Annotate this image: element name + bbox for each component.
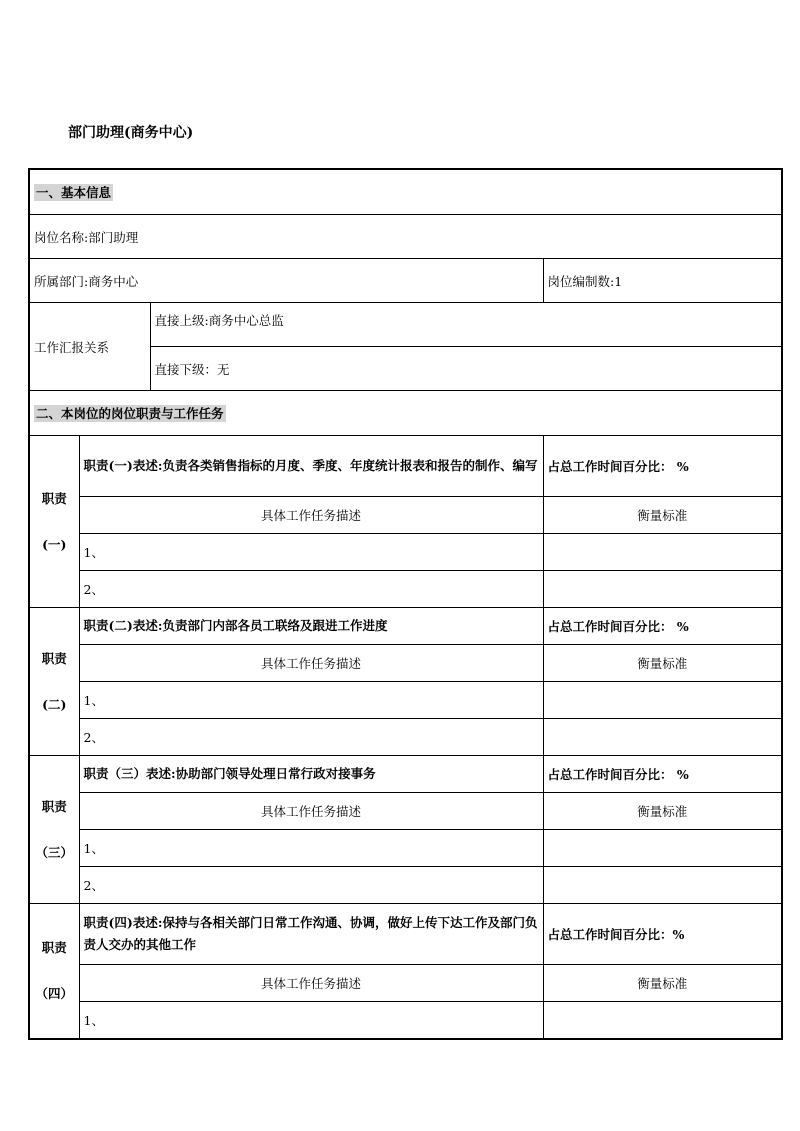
duty-4-description: 职责(四)表述:保持与各相关部门日常工作沟通、协调，做好上传下达工作及部门负责人交办的其他工作	[79, 904, 543, 965]
duty-1-item-2-standard	[543, 571, 782, 608]
duty-4-item-1-standard	[543, 1002, 782, 1039]
duty-2-item-2: 2、	[79, 719, 543, 756]
duty-1-task-header: 具体工作任务描述	[79, 497, 543, 534]
duty-1-label: 职责 (一)	[29, 436, 79, 608]
superior-cell: 直接上级:商务中心总监	[150, 303, 782, 347]
duty-1-item-1-standard	[543, 534, 782, 571]
report-relation-label: 工作汇报关系	[29, 303, 150, 391]
job-description-table	[28, 168, 783, 1040]
section-duties-header: 二、本岗位的岗位职责与工作任务	[29, 391, 782, 436]
duty-2-description: 职责(二)表述:负责部门内部各员工联络及跟进工作进度	[79, 608, 543, 645]
duty-3-item-2: 2、	[79, 867, 543, 904]
duty-1-item-1: 1、	[79, 534, 543, 571]
duty-3-ratio: 占总工作时间百分比： %	[543, 756, 782, 793]
duty-3-standard-header: 衡量标准	[543, 793, 782, 830]
duty-2-task-header: 具体工作任务描述	[79, 645, 543, 682]
section-basic-info-header: 一、基本信息	[29, 169, 782, 215]
duty-2-item-2-standard	[543, 719, 782, 756]
duty-1-standard-header: 衡量标准	[543, 497, 782, 534]
duty-1-ratio: 占总工作时间百分比： %	[543, 436, 782, 497]
duty-3-label: 职责 （三）	[29, 756, 79, 904]
duty-1-description: 职责(一)表述:负责各类销售指标的月度、季度、年度统计报表和报告的制作、编写	[79, 436, 543, 497]
duty-2-label: 职责 (二)	[29, 608, 79, 756]
duty-3-description: 职责（三）表述:协助部门领导处理日常行政对接事务	[79, 756, 543, 793]
duty-3-item-1-standard	[543, 830, 782, 867]
duty-2-ratio: 占总工作时间百分比： %	[543, 608, 782, 645]
duty-4-ratio: 占总工作时间百分比：%	[543, 904, 782, 965]
duty-4-task-header: 具体工作任务描述	[79, 965, 543, 1002]
page-title: 部门助理(商务中心)	[68, 125, 194, 141]
duty-3-task-header: 具体工作任务描述	[79, 793, 543, 830]
duty-4-standard-header: 衡量标准	[543, 965, 782, 1002]
duty-4-item-1: 1、	[79, 1002, 543, 1039]
subordinate-cell: 直接下级：无	[150, 347, 782, 391]
duty-3-item-1: 1、	[79, 830, 543, 867]
duty-2-item-1: 1、	[79, 682, 543, 719]
duty-4-label: 职责 （四）	[29, 904, 79, 1039]
duty-1-item-2: 2、	[79, 571, 543, 608]
department-cell: 所属部门:商务中心	[29, 259, 543, 303]
duty-3-item-2-standard	[543, 867, 782, 904]
duty-2-standard-header: 衡量标准	[543, 645, 782, 682]
headcount-cell: 岗位编制数:1	[543, 259, 782, 303]
position-name-cell: 岗位名称:部门助理	[29, 215, 782, 259]
duty-2-item-1-standard	[543, 682, 782, 719]
